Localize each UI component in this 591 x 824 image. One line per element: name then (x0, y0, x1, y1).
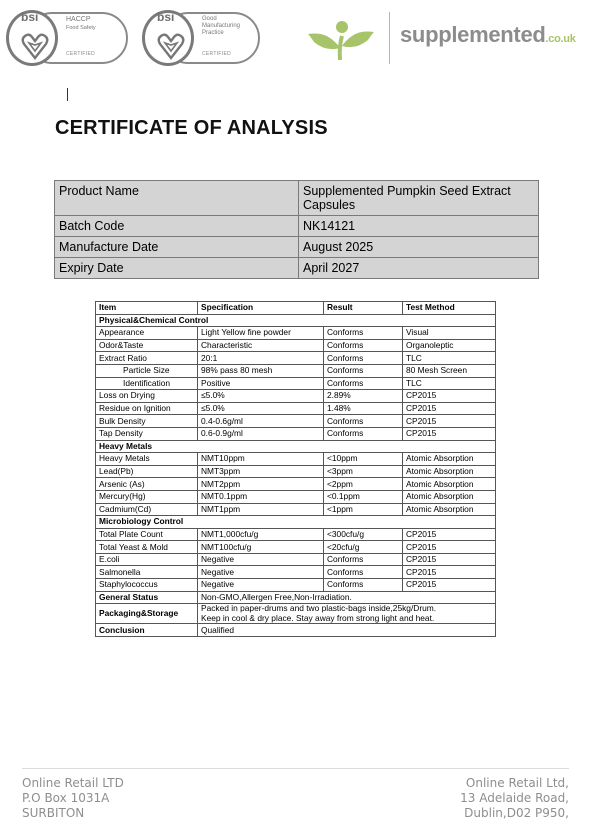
table-cell: TLC (403, 377, 496, 390)
table-row (96, 490, 496, 503)
table-cell: Conforms (324, 377, 403, 390)
manufacture-date-value: August 2025 (299, 237, 539, 258)
table-cell: Light Yellow fine powder (198, 327, 324, 340)
table-cell: Identification (96, 377, 198, 390)
table-cell: Lead(Pb) (96, 465, 198, 478)
column-header: Test Method (403, 302, 496, 315)
table-cell: NMT1ppm (198, 503, 324, 516)
table-cell: Appearance (96, 327, 198, 340)
packaging-label: Packaging&Storage (96, 604, 198, 624)
table-cell: Bulk Density (96, 415, 198, 428)
table-cell: Conforms (324, 415, 403, 428)
table-cell: Conforms (324, 339, 403, 352)
table-cell: Conforms (324, 352, 403, 365)
table-row (96, 579, 496, 592)
table-cell: 1.48% (324, 402, 403, 415)
supplemented-logo (304, 8, 589, 66)
badge-text (202, 16, 240, 37)
table-row (96, 327, 496, 340)
page-title: CERTIFICATE OF ANALYSIS (55, 117, 328, 139)
table-cell: Particle Size (96, 364, 198, 377)
section-microbiology: Microbiology Control (96, 516, 496, 529)
table-row (96, 478, 496, 491)
batch-code-label: Batch Code (55, 216, 299, 237)
table-cell: 98% pass 80 mesh (198, 364, 324, 377)
table-cell: 0.6-0.9g/ml (198, 427, 324, 440)
table-cell: Odor&Taste (96, 339, 198, 352)
conclusion-row (96, 624, 496, 637)
table-cell: NMT100cfu/g (198, 541, 324, 554)
table-cell: Atomic Absorption (403, 478, 496, 491)
badge-line: Good (202, 16, 217, 22)
packaging-line: Packed in paper-drums and two plastic-bags inside,25kg/Drum. (201, 603, 437, 614)
product-info-table (54, 180, 539, 279)
expiry-date-label: Expiry Date (55, 258, 299, 279)
table-cell: CP2015 (403, 402, 496, 415)
table-cell: Mercury(Hg) (96, 490, 198, 503)
table-cell: <1ppm (324, 503, 403, 516)
badge-text (66, 16, 96, 32)
footer-line: Online Retail Ltd, (465, 776, 569, 790)
column-header: Specification (198, 302, 324, 315)
badge-line: Manufacturing (202, 23, 241, 29)
table-cell: Total Yeast & Mold (96, 541, 198, 554)
table-cell: Conforms (324, 327, 403, 340)
table-cell: Total Plate Count (96, 528, 198, 541)
packaging-value (198, 604, 496, 624)
table-cell: ≤5.0% (198, 402, 324, 415)
table-cell: <2ppm (324, 478, 403, 491)
table-cell: Positive (198, 377, 324, 390)
table-cell: Conforms (324, 553, 403, 566)
table-cell: Conforms (324, 427, 403, 440)
batch-code-value: NK14121 (299, 216, 539, 237)
table-cell: Atomic Absorption (403, 453, 496, 466)
table-row (96, 503, 496, 516)
sprout-leaf-icon (306, 18, 376, 62)
badge-certified: CERTIFIED (202, 51, 231, 57)
haccp-certification-badge (6, 6, 128, 66)
general-status-row (96, 591, 496, 604)
table-cell: Atomic Absorption (403, 465, 496, 478)
table-row (55, 258, 539, 279)
table-cell: Atomic Absorption (403, 503, 496, 516)
table-cell: ≤5.0% (198, 390, 324, 403)
table-row (55, 216, 539, 237)
section-row (96, 516, 496, 529)
table-cell: CP2015 (403, 427, 496, 440)
table-cell: <20cfu/g (324, 541, 403, 554)
table-cell: CP2015 (403, 553, 496, 566)
table-cell: Salmonella (96, 566, 198, 579)
table-cell: Negative (198, 553, 324, 566)
kitemark-heart-icon (21, 31, 49, 61)
footer-line: Online Retail LTD (22, 776, 124, 790)
gmp-certification-badge (142, 6, 260, 66)
conclusion-label: Conclusion (96, 624, 198, 637)
table-cell: Conforms (324, 579, 403, 592)
table-cell: Staphylococcus (96, 579, 198, 592)
footer-line: SURBITON (22, 806, 85, 820)
table-cell: CP2015 (403, 579, 496, 592)
table-row (96, 352, 496, 365)
badge-line: Food Safety (66, 25, 96, 31)
table-cell: Loss on Drying (96, 390, 198, 403)
table-row (96, 465, 496, 478)
table-cell: NMT0.1ppm (198, 490, 324, 503)
table-cell: Arsenic (As) (96, 478, 198, 491)
general-status-value: Non-GMO,Allergen Free,Non-Irradiation. (198, 591, 496, 604)
brand-name (400, 22, 576, 48)
table-cell: Atomic Absorption (403, 490, 496, 503)
footer-line: Dublin,D02 P950, (464, 806, 569, 820)
product-name-value: Supplemented Pumpkin Seed Extract Capsules (299, 181, 539, 216)
footer-line: 13 Adelaide Road, (460, 791, 569, 805)
footer-address-uk (22, 776, 124, 821)
table-cell: CP2015 (403, 415, 496, 428)
specification-table (95, 301, 496, 637)
table-row (96, 528, 496, 541)
table-cell: <3ppm (324, 465, 403, 478)
table-row (96, 541, 496, 554)
table-cell: TLC (403, 352, 496, 365)
table-cell: CP2015 (403, 528, 496, 541)
table-cell: NMT1,000cfu/g (198, 528, 324, 541)
table-header-row (96, 302, 496, 315)
footer-line: P.O Box 1031A (22, 791, 110, 805)
conclusion-value: Qualified (198, 624, 496, 637)
badge-line: HACCP (66, 16, 91, 23)
column-header: Item (96, 302, 198, 315)
table-row (96, 566, 496, 579)
logo-divider (389, 12, 390, 64)
storage-line: Keep in cool & dry place. Stay away from strong light and heat. (201, 612, 435, 623)
column-header: Result (324, 302, 403, 315)
brand-name-text: supplemented (400, 22, 546, 47)
table-row (96, 553, 496, 566)
packaging-row (96, 604, 496, 624)
table-cell: Cadmium(Cd) (96, 503, 198, 516)
table-row (96, 364, 496, 377)
table-row (96, 390, 496, 403)
table-row (96, 453, 496, 466)
table-row (96, 339, 496, 352)
table-cell: Conforms (324, 566, 403, 579)
table-cell: NMT2ppm (198, 478, 324, 491)
table-row (96, 427, 496, 440)
table-cell: Tap Density (96, 427, 198, 440)
bsi-mark: bsi (21, 10, 39, 24)
table-row (55, 181, 539, 216)
bsi-mark: bsi (157, 10, 175, 24)
badge-certified: CERTIFIED (66, 51, 95, 57)
table-cell: NMT10ppm (198, 453, 324, 466)
table-cell: Organoleptic (403, 339, 496, 352)
brand-tld: .co.uk (545, 33, 576, 45)
footer-address-ireland (460, 776, 569, 821)
table-cell: 0.4-0.6g/ml (198, 415, 324, 428)
general-status-label: General Status (96, 591, 198, 604)
table-row (96, 377, 496, 390)
table-row (96, 402, 496, 415)
table-row (55, 237, 539, 258)
table-cell: Negative (198, 579, 324, 592)
table-cell: Negative (198, 566, 324, 579)
table-row (96, 415, 496, 428)
table-cell: CP2015 (403, 390, 496, 403)
manufacture-date-label: Manufacture Date (55, 237, 299, 258)
table-cell: 20:1 (198, 352, 324, 365)
table-cell: <10ppm (324, 453, 403, 466)
table-cell: Residue on Ignition (96, 402, 198, 415)
product-name-label: Product Name (55, 181, 299, 216)
table-cell: Visual (403, 327, 496, 340)
table-cell: CP2015 (403, 566, 496, 579)
table-cell: Characteristic (198, 339, 324, 352)
section-row (96, 440, 496, 453)
specification-table-body (96, 302, 496, 637)
table-cell: 2.89% (324, 390, 403, 403)
table-cell: <300cfu/g (324, 528, 403, 541)
text-cursor (67, 88, 68, 101)
badge-line: Practice (202, 30, 224, 36)
section-heavy-metals: Heavy Metals (96, 440, 496, 453)
table-cell: E.coli (96, 553, 198, 566)
table-cell: 80 Mesh Screen (403, 364, 496, 377)
footer-divider (22, 768, 569, 769)
table-cell: Extract Ratio (96, 352, 198, 365)
section-row (96, 314, 496, 327)
kitemark-heart-icon (157, 31, 185, 61)
table-cell: Conforms (324, 364, 403, 377)
section-physical-chemical: Physical&Chemical Control (96, 314, 496, 327)
table-cell: Heavy Metals (96, 453, 198, 466)
table-cell: <0.1ppm (324, 490, 403, 503)
table-cell: NMT3ppm (198, 465, 324, 478)
expiry-date-value: April 2027 (299, 258, 539, 279)
table-cell: CP2015 (403, 541, 496, 554)
